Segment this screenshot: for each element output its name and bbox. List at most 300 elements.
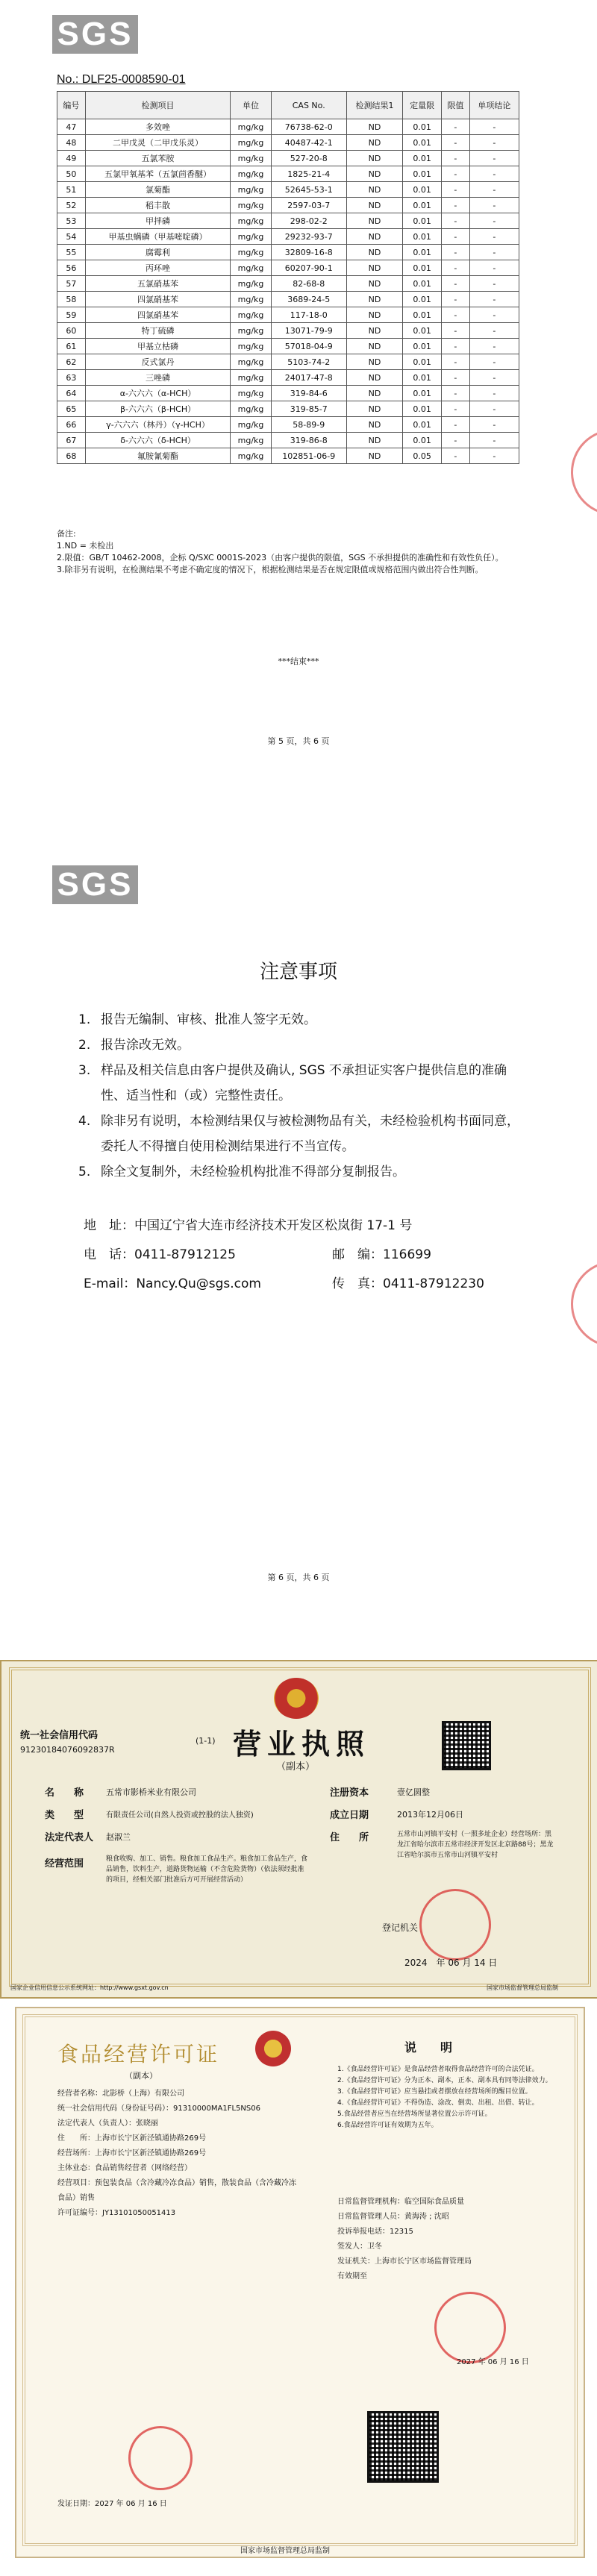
premises-label: 经营场所 bbox=[57, 2149, 87, 2157]
food-rep-label: 法定代表人（负责人） bbox=[57, 2119, 128, 2128]
zip-label: 邮 编： bbox=[332, 1247, 383, 1262]
notice-item-number: 2. bbox=[78, 1038, 91, 1053]
food-issue-row: 发证日期：2027 年 06 月 16 日 bbox=[57, 2500, 167, 2508]
table-cell: - bbox=[469, 213, 519, 229]
credit-code: 91230184076092837R bbox=[20, 1745, 115, 1755]
registration-authority: 登记机关 bbox=[382, 1922, 419, 1933]
table-cell: 0.01 bbox=[403, 433, 442, 448]
address-value: 中国辽宁省大连市经济技术开发区松岚街 17-1 号 bbox=[134, 1218, 413, 1233]
license-subtitle: （副本） bbox=[276, 1761, 316, 1773]
table-cell: 82-68-8 bbox=[271, 276, 346, 292]
operator-label: 经营者名称 bbox=[57, 2090, 95, 2098]
table-cell: - bbox=[469, 198, 519, 213]
table-cell: 55 bbox=[57, 245, 86, 260]
notice-item-number: 5. bbox=[78, 1165, 91, 1179]
table-cell: 丙环唑 bbox=[85, 260, 231, 276]
authority-label: 发证机关 bbox=[337, 2257, 367, 2266]
rep-label: 法定代表人 bbox=[45, 1832, 94, 1843]
table-cell: 58-89-9 bbox=[271, 417, 346, 433]
table-cell: 特丁硫磷 bbox=[85, 323, 231, 339]
table-cell: 三唑磷 bbox=[85, 370, 231, 386]
table-cell: 319-85-7 bbox=[271, 401, 346, 417]
table-row bbox=[57, 166, 519, 182]
remark-1: 1.ND = 未检出 bbox=[57, 541, 114, 551]
table-cell: 1825-21-4 bbox=[271, 166, 346, 182]
table-cell: ND bbox=[346, 386, 402, 401]
table-header-cell: 编号 bbox=[57, 92, 86, 119]
authority-seal bbox=[434, 2292, 506, 2363]
email-value[interactable]: Nancy.Qu@sgs.com bbox=[136, 1276, 261, 1291]
table-cell: ND bbox=[346, 354, 402, 370]
code-value: 91310000MA1FL5NS06 bbox=[173, 2105, 260, 2113]
premises-row: 经营场所：上海市长宁区新泾镇通协路269号 bbox=[57, 2149, 207, 2157]
table-cell: 五氯硝基苯 bbox=[85, 276, 231, 292]
code-row: 统一社会信用代码（身份证号码）：91310000MA1FL5NS06 bbox=[57, 2105, 260, 2113]
tel-value: 0411-87912125 bbox=[134, 1247, 236, 1262]
premises-value: 上海市长宁区新泾镇通协路269号 bbox=[95, 2149, 207, 2157]
table-cell: - bbox=[469, 339, 519, 354]
table-cell: 59 bbox=[57, 307, 86, 323]
table-cell: ND bbox=[346, 260, 402, 276]
table-cell: 51 bbox=[57, 182, 86, 198]
table-cell: ND bbox=[346, 151, 402, 166]
table-cell: ND bbox=[346, 339, 402, 354]
table-cell: 61 bbox=[57, 339, 86, 354]
table-cell: mg/kg bbox=[231, 260, 271, 276]
table-cell: 102851-06-9 bbox=[271, 448, 346, 464]
operator-value: 北影桥（上海）有限公司 bbox=[102, 2090, 184, 2098]
type-label: 类 型 bbox=[45, 1810, 84, 1821]
daily-value: 临空国际食品质量 bbox=[404, 2198, 464, 2206]
authority-value: 上海市长宁区市场监督管理局 bbox=[375, 2257, 472, 2266]
food-license-qr-code bbox=[367, 2411, 439, 2483]
table-cell: ND bbox=[346, 370, 402, 386]
table-cell: 40487-42-1 bbox=[271, 135, 346, 151]
legal-rep: 赵淑兰 bbox=[106, 1832, 131, 1842]
daily-person-label: 日常监督管理人员 bbox=[337, 2213, 397, 2221]
daily-label: 日常监督管理机构 bbox=[337, 2198, 397, 2206]
table-cell: 57018-04-9 bbox=[271, 339, 346, 354]
table-cell: 0.01 bbox=[403, 151, 442, 166]
table-cell: - bbox=[469, 370, 519, 386]
table-cell: 5103-74-2 bbox=[271, 354, 346, 370]
table-cell: 66 bbox=[57, 417, 86, 433]
operator-row: 经营者名称：北影桥（上海）有限公司 bbox=[57, 2090, 184, 2098]
table-cell: 甲拌磷 bbox=[85, 213, 231, 229]
items-value: 预包装食品（含冷藏冷冻食品）销售，散装食品（含冷藏冷冻食品）销售 bbox=[57, 2179, 296, 2202]
table-cell: 76738-62-0 bbox=[271, 119, 346, 135]
table-row bbox=[57, 354, 519, 370]
main-row: 主体业态：食品销售经营者（网络经营） bbox=[57, 2164, 192, 2172]
red-seal-stamp bbox=[571, 429, 597, 515]
end-mark: ***结束*** bbox=[278, 656, 319, 666]
table-cell: - bbox=[442, 245, 470, 260]
table-cell: - bbox=[469, 354, 519, 370]
remark-2: 2.限值：GB/T 10462-2008，企标 Q/SXC 0001S-2023（由客户提供的限值，SGS 不承担提供的准确性和有效性负任）。 bbox=[57, 553, 504, 562]
table-cell: mg/kg bbox=[231, 323, 271, 339]
table-cell: 0.01 bbox=[403, 354, 442, 370]
table-cell: 64 bbox=[57, 386, 86, 401]
table-cell: mg/kg bbox=[231, 354, 271, 370]
table-cell: 0.01 bbox=[403, 370, 442, 386]
food-license-footer: 国家市场监督管理总局监制 bbox=[240, 2547, 330, 2555]
table-row bbox=[57, 401, 519, 417]
table-row bbox=[57, 433, 519, 448]
table-cell: mg/kg bbox=[231, 448, 271, 464]
table-cell: ND bbox=[346, 292, 402, 307]
table-cell: - bbox=[442, 386, 470, 401]
table-cell: mg/kg bbox=[231, 307, 271, 323]
table-cell: - bbox=[442, 417, 470, 433]
remark-3: 3.除非另有说明，在检测结果不考虑不确定度的情况下，根据检测结果是否在规定限值或规格范围内做出符合性判断。 bbox=[57, 565, 484, 574]
report-page-5 bbox=[0, 0, 597, 746]
notice-item-number: 4. bbox=[78, 1114, 91, 1129]
table-cell: - bbox=[469, 135, 519, 151]
date-label: 成立日期 bbox=[330, 1810, 369, 1821]
explain-line: 3.《食品经营许可证》应当悬挂或者摆放在经营场所的醒目位置。 bbox=[337, 2088, 532, 2096]
table-cell: 0.05 bbox=[403, 448, 442, 464]
notice-title: 注意事项 bbox=[259, 961, 337, 983]
test-results-table bbox=[57, 91, 519, 464]
table-header-cell: 检测结果1 bbox=[346, 92, 402, 119]
tel-label: 电 话： bbox=[84, 1247, 134, 1262]
valid-until: 有效期至 bbox=[337, 2272, 367, 2281]
residence-value: 上海市长宁区新泾镇通协路269号 bbox=[95, 2134, 207, 2143]
main-value: 食品销售经营者（网络经营） bbox=[95, 2164, 192, 2172]
table-cell: - bbox=[442, 323, 470, 339]
main-label: 主体业态 bbox=[57, 2164, 87, 2172]
table-cell: ND bbox=[346, 198, 402, 213]
table-cell: - bbox=[469, 292, 519, 307]
table-header-cell: 单位 bbox=[231, 92, 271, 119]
table-cell: ND bbox=[346, 401, 402, 417]
notice-item bbox=[78, 1032, 526, 1058]
table-cell: 0.01 bbox=[403, 292, 442, 307]
fax-label: 传 真： bbox=[332, 1276, 383, 1291]
table-row bbox=[57, 182, 519, 198]
table-row bbox=[57, 135, 519, 151]
hotline-value: 12315 bbox=[390, 2228, 413, 2236]
table-cell: - bbox=[469, 119, 519, 135]
addr-label: 住 所 bbox=[330, 1832, 369, 1843]
table-row bbox=[57, 292, 519, 307]
table-cell: 0.01 bbox=[403, 198, 442, 213]
table-cell: - bbox=[469, 417, 519, 433]
table-cell: β-六六六（β-HCH） bbox=[85, 401, 231, 417]
email-label: E-mail： bbox=[84, 1276, 137, 1291]
food-license-subtitle: （副本） bbox=[125, 2071, 157, 2081]
table-cell: 甲基虫螨磷（甲基嘧啶磷） bbox=[85, 229, 231, 245]
table-cell: - bbox=[469, 151, 519, 166]
table-cell: ND bbox=[346, 166, 402, 182]
table-cell: 319-86-8 bbox=[271, 433, 346, 448]
table-cell: 0.01 bbox=[403, 386, 442, 401]
credit-code-label: 统一社会信用代码 bbox=[20, 1730, 99, 1741]
table-cell: mg/kg bbox=[231, 119, 271, 135]
table-cell: 反式氯丹 bbox=[85, 354, 231, 370]
table-cell: 0.01 bbox=[403, 213, 442, 229]
license-no-row: 许可证编号：JY13101050051413 bbox=[57, 2209, 176, 2217]
issuer-label: 签发人 bbox=[337, 2243, 360, 2251]
table-cell: - bbox=[469, 401, 519, 417]
residence-label: 住 所 bbox=[57, 2134, 87, 2143]
table-cell: 50 bbox=[57, 166, 86, 182]
rep-row: 法定代表人（负责人）：张晓丽 bbox=[57, 2119, 158, 2128]
table-cell: - bbox=[469, 182, 519, 198]
table-cell: 67 bbox=[57, 433, 86, 448]
table-cell: 52645-53-1 bbox=[271, 182, 346, 198]
table-cell: - bbox=[469, 229, 519, 245]
explain-line: 2.《食品经营许可证》分为正本、副本，正本、副本具有同等法律效力。 bbox=[337, 2077, 552, 2084]
table-cell: - bbox=[442, 401, 470, 417]
table-row bbox=[57, 198, 519, 213]
table-cell: 多效唑 bbox=[85, 119, 231, 135]
table-cell: - bbox=[469, 166, 519, 182]
fax-value: 0411-87912230 bbox=[383, 1276, 484, 1291]
table-row bbox=[57, 245, 519, 260]
table-cell: - bbox=[442, 119, 470, 135]
table-cell: 3689-24-5 bbox=[271, 292, 346, 307]
table-cell: 298-02-2 bbox=[271, 213, 346, 229]
document-number: No.: DLF25-0008590-01 bbox=[57, 73, 186, 86]
table-cell: ND bbox=[346, 448, 402, 464]
table-header-cell: 定量限 bbox=[403, 92, 442, 119]
table-row bbox=[57, 213, 519, 229]
table-cell: - bbox=[469, 276, 519, 292]
food-license-seal bbox=[128, 2426, 193, 2490]
notice-item-text: 报告涂改无效。 bbox=[101, 1038, 190, 1053]
company-name: 五常市影桥米业有限公司 bbox=[106, 1787, 196, 1797]
contact-email bbox=[84, 1273, 261, 1291]
table-cell: 65 bbox=[57, 401, 86, 417]
table-cell: - bbox=[442, 339, 470, 354]
table-cell: 甲基立枯磷 bbox=[85, 339, 231, 354]
issue-date: 2024 年 06 月 14 日 bbox=[404, 1958, 498, 1968]
table-cell: - bbox=[442, 354, 470, 370]
daily-person-row: 日常监督管理人员：黄海涛 ; 沈昭 bbox=[337, 2213, 449, 2221]
table-cell: 47 bbox=[57, 119, 86, 135]
explain-line: 1.《食品经营许可证》是食品经营者取得食品经营许可的合法凭证。 bbox=[337, 2066, 539, 2073]
contact-zip bbox=[332, 1244, 431, 1262]
food-license-fields bbox=[57, 2087, 296, 2221]
table-cell: - bbox=[442, 213, 470, 229]
table-cell: - bbox=[469, 433, 519, 448]
notice-item bbox=[78, 1159, 526, 1185]
license-title: 营业执照 bbox=[233, 1727, 371, 1761]
table-cell: - bbox=[469, 307, 519, 323]
table-cell: ND bbox=[346, 182, 402, 198]
sign-date: 2027 年 06 月 16 日 bbox=[457, 2358, 529, 2366]
sgs-logo: SGS bbox=[52, 15, 138, 54]
food-business-license bbox=[15, 2007, 585, 2558]
scope-label: 经营范围 bbox=[45, 1858, 84, 1870]
registration-seal bbox=[419, 1889, 491, 1961]
business-scope: 粮食收购、加工、销售。粮食加工食品生产。粮食加工食品生产，食品销售，饮料生产，道路货物运输（不含危险货物）（依法须经批准的项目，经相关部门批准后方可开展经营活动） bbox=[106, 1855, 308, 1884]
table-cell: α-六六六（α-HCH） bbox=[85, 386, 231, 401]
notice-item-number: 1. bbox=[78, 1012, 91, 1027]
table-cell: 0.01 bbox=[403, 182, 442, 198]
table-cell: ND bbox=[346, 135, 402, 151]
table-cell: mg/kg bbox=[231, 276, 271, 292]
notice-list bbox=[78, 1007, 526, 1185]
table-cell: 49 bbox=[57, 151, 86, 166]
table-cell: 32809-16-8 bbox=[271, 245, 346, 260]
table-cell: - bbox=[442, 307, 470, 323]
license-footer-right: 国家市场监督管理总局监制 bbox=[487, 1984, 558, 1991]
table-header-cell: 检测项目 bbox=[85, 92, 231, 119]
table-cell: 五氯甲氧基苯（五氯茴香醚） bbox=[85, 166, 231, 182]
explain-line: 5.食品经营者应当在经营场所显著位置公示许可证。 bbox=[337, 2110, 492, 2118]
name-label: 名 称 bbox=[45, 1787, 84, 1799]
table-cell: mg/kg bbox=[231, 213, 271, 229]
table-cell: 527-20-8 bbox=[271, 151, 346, 166]
table-cell: 稻丰散 bbox=[85, 198, 231, 213]
table-cell: 四氯硝基苯 bbox=[85, 307, 231, 323]
table-row bbox=[57, 119, 519, 135]
table-cell: mg/kg bbox=[231, 135, 271, 151]
table-cell: mg/kg bbox=[231, 166, 271, 182]
table-cell: 29232-93-7 bbox=[271, 229, 346, 245]
table-row bbox=[57, 370, 519, 386]
table-cell: mg/kg bbox=[231, 386, 271, 401]
table-cell: ND bbox=[346, 323, 402, 339]
supervision-fields bbox=[337, 2195, 561, 2284]
table-cell: - bbox=[469, 323, 519, 339]
table-cell: 54 bbox=[57, 229, 86, 245]
registered-capital: 壹亿圆整 bbox=[397, 1787, 430, 1797]
zip-value: 116699 bbox=[383, 1247, 431, 1262]
business-license bbox=[0, 1660, 597, 1999]
report-page-6 bbox=[0, 828, 597, 1574]
table-cell: mg/kg bbox=[231, 370, 271, 386]
contact-address bbox=[84, 1215, 412, 1233]
table-cell: 0.01 bbox=[403, 245, 442, 260]
notice-item bbox=[78, 1109, 526, 1159]
table-cell: ND bbox=[346, 213, 402, 229]
copy-number: (1-1) bbox=[196, 1736, 216, 1746]
table-cell: - bbox=[442, 433, 470, 448]
table-cell: - bbox=[469, 386, 519, 401]
table-cell: 四氯硝基苯 bbox=[85, 292, 231, 307]
table-row bbox=[57, 229, 519, 245]
table-row bbox=[57, 151, 519, 166]
table-cell: 2597-03-7 bbox=[271, 198, 346, 213]
items-label: 经营项目 bbox=[57, 2179, 87, 2187]
notice-item-text: 报告无编制、审核、批准人签字无效。 bbox=[101, 1012, 316, 1027]
table-cell: - bbox=[442, 448, 470, 464]
table-cell: 68 bbox=[57, 448, 86, 464]
table-header-cell: 单项结论 bbox=[469, 92, 519, 119]
table-cell: mg/kg bbox=[231, 417, 271, 433]
remarks-title: 备注: bbox=[57, 529, 76, 539]
table-cell: ND bbox=[346, 119, 402, 135]
table-cell: - bbox=[442, 151, 470, 166]
company-address: 五常市山河镇平安村（一照多址企业）经营场所：黑龙江省哈尔滨市五常市经济开发区北京路88号；黑龙江省哈尔滨市五常市山河镇平安村 bbox=[397, 1831, 554, 1859]
contact-fax bbox=[332, 1273, 484, 1291]
table-cell: - bbox=[442, 198, 470, 213]
capital-label: 注册资本 bbox=[330, 1787, 369, 1799]
table-header-cell: CAS No. bbox=[271, 92, 346, 119]
table-cell: 319-84-6 bbox=[271, 386, 346, 401]
table-row bbox=[57, 307, 519, 323]
table-cell: - bbox=[442, 135, 470, 151]
notice-item-text: 除非另有说明，本检测结果仅与被检测物品有关，未经检验机构书面同意，委托人不得擅自使用检测结果进行不当宣传。 bbox=[101, 1114, 519, 1154]
residence-row: 住 所：上海市长宁区新泾镇通协路269号 bbox=[57, 2134, 207, 2143]
table-cell: γ-六六六（林丹）（γ-HCH） bbox=[85, 417, 231, 433]
table-cell: 五氯苯胺 bbox=[85, 151, 231, 166]
license-qr-code bbox=[442, 1721, 491, 1770]
table-cell: 0.01 bbox=[403, 339, 442, 354]
food-issue-label: 发证日期 bbox=[57, 2500, 87, 2508]
company-type: 有限责任公司(自然人投资或控股的法人独资) bbox=[106, 1811, 254, 1820]
table-cell: - bbox=[442, 370, 470, 386]
notice-item-text: 除全文复制外，未经检验机构批准不得部分复制报告。 bbox=[101, 1165, 405, 1179]
founding-date: 2013年12月06日 bbox=[397, 1810, 463, 1820]
table-row bbox=[57, 417, 519, 433]
table-cell: 13071-79-9 bbox=[271, 323, 346, 339]
table-cell: mg/kg bbox=[231, 229, 271, 245]
daily-row: 日常监督管理机构：临空国际食品质量 bbox=[337, 2198, 464, 2206]
table-cell: 57 bbox=[57, 276, 86, 292]
table-cell: 二甲戊灵（二甲戊乐灵） bbox=[85, 135, 231, 151]
table-cell: mg/kg bbox=[231, 401, 271, 417]
table-cell: 60207-90-1 bbox=[271, 260, 346, 276]
table-cell: mg/kg bbox=[231, 198, 271, 213]
page-number: 第 6 页，共 6 页 bbox=[267, 1573, 330, 1582]
table-cell: 0.01 bbox=[403, 401, 442, 417]
explain-title: 说 明 bbox=[404, 2040, 453, 2055]
table-cell: - bbox=[442, 166, 470, 182]
table-cell: ND bbox=[346, 417, 402, 433]
table-cell: ND bbox=[346, 245, 402, 260]
table-cell: 48 bbox=[57, 135, 86, 151]
table-cell: 腐霉利 bbox=[85, 245, 231, 260]
notice-item bbox=[78, 1058, 526, 1109]
table-row bbox=[57, 323, 519, 339]
license-no-value: JY13101050051413 bbox=[102, 2209, 176, 2217]
address-label: 地 址： bbox=[84, 1218, 134, 1233]
code-label: 统一社会信用代码（身份证号码） bbox=[57, 2105, 166, 2113]
table-cell: 0.01 bbox=[403, 166, 442, 182]
table-cell: ND bbox=[346, 229, 402, 245]
table-cell: 53 bbox=[57, 213, 86, 229]
table-cell: - bbox=[442, 260, 470, 276]
table-cell: 60 bbox=[57, 323, 86, 339]
food-issue-value: 2027 年 06 月 16 日 bbox=[95, 2500, 167, 2508]
table-cell: - bbox=[442, 292, 470, 307]
explain-line: 6.食品经营许可证有效期为五年。 bbox=[337, 2122, 438, 2129]
table-cell: 氯菊酯 bbox=[85, 182, 231, 198]
table-row bbox=[57, 448, 519, 464]
food-rep-value: 张晓丽 bbox=[136, 2119, 158, 2128]
national-emblem bbox=[274, 1678, 319, 1719]
table-row bbox=[57, 276, 519, 292]
table-cell: 24017-47-8 bbox=[271, 370, 346, 386]
table-cell: ND bbox=[346, 276, 402, 292]
contact-phone bbox=[84, 1244, 236, 1262]
table-cell: 0.01 bbox=[403, 323, 442, 339]
table-cell: 62 bbox=[57, 354, 86, 370]
table-cell: mg/kg bbox=[231, 245, 271, 260]
table-cell: mg/kg bbox=[231, 339, 271, 354]
issuer-row: 签发人：卫冬 bbox=[337, 2243, 382, 2251]
sgs-logo: SGS bbox=[52, 865, 138, 904]
explain-line: 4.《食品经营许可证》不得伪造、涂改、倒卖、出租、出借、转让。 bbox=[337, 2099, 539, 2107]
issuer-value: 卫冬 bbox=[367, 2243, 382, 2251]
authority-row: 发证机关：上海市长宁区市场监督管理局 bbox=[337, 2257, 472, 2266]
notice-item-number: 3. bbox=[78, 1063, 91, 1078]
table-cell: 0.01 bbox=[403, 276, 442, 292]
